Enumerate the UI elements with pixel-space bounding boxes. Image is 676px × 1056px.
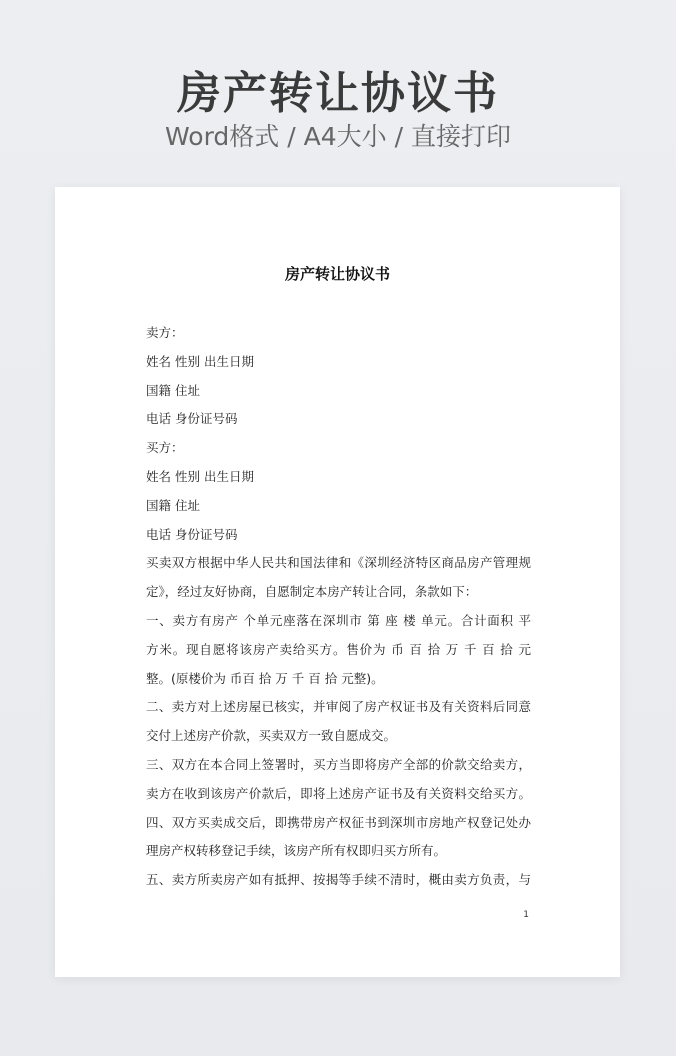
clause-4-line: 理房产权转移登记手续，该房产所有权即归买方所有。 <box>146 843 447 859</box>
buyer-name-line: 姓名 性别 出生日期 <box>146 468 254 484</box>
clause-1-line: 一、卖方有房产 个单元座落在深圳市 第 座 楼 单元。合计面积 平 <box>146 612 531 628</box>
buyer-phone-line: 电话 身份证号码 <box>146 526 238 542</box>
clause-2-line: 二、卖方对上述房屋已核实，并审阅了房产权证书及有关资料后同意 <box>146 699 531 715</box>
preamble-line: 定》，经过友好协商，自愿制定本房产转让合同，条款如下： <box>146 584 478 600</box>
banner-subtitle: Word格式 / A4大小 / 直接打印 <box>165 122 511 151</box>
seller-address-line: 国籍 住址 <box>146 382 200 398</box>
seller-phone-line: 电话 身份证号码 <box>146 411 238 427</box>
banner-title: 房产转让协议书 <box>177 68 499 119</box>
clause-3-line: 三、双方在本合同上签署时，买方当即将房产全部的价款交给卖方， <box>146 756 531 772</box>
seller-name-line: 姓名 性别 出生日期 <box>146 353 254 369</box>
clause-4-line: 四、双方买卖成交后，即携带房产权征书到深圳市房地产权登记处办 <box>146 814 531 830</box>
document-body <box>146 319 531 895</box>
clause-3-line: 卖方在收到该房产价款后，即将上述房产证书及有关资料交给买方。 <box>146 785 531 801</box>
page-number: 1 <box>523 910 529 920</box>
clause-5-line: 五、卖方所卖房产如有抵押、按揭等手续不清时，概由卖方负责，与 <box>146 872 531 888</box>
seller-label: 卖方： <box>146 325 184 340</box>
buyer-label: 买方： <box>146 440 184 456</box>
preamble-line: 买卖双方根据中华人民共和国法律和《深圳经济特区商品房产管理规 <box>146 555 531 571</box>
clause-2-line: 交付上述房产价款，买卖双方一致自愿成交。 <box>146 728 397 744</box>
clause-1-line: 整。(原楼价为 币百 拾 万 千 百 拾 元整)。 <box>146 670 384 686</box>
document-page <box>55 187 620 977</box>
clause-1-line: 方米。现自愿将该房产卖给买方。售价为 币 百 拾 万 千 百 拾 元 <box>146 641 531 657</box>
buyer-address-line: 国籍 住址 <box>146 497 200 513</box>
document-title: 房产转让协议书 <box>284 265 390 283</box>
